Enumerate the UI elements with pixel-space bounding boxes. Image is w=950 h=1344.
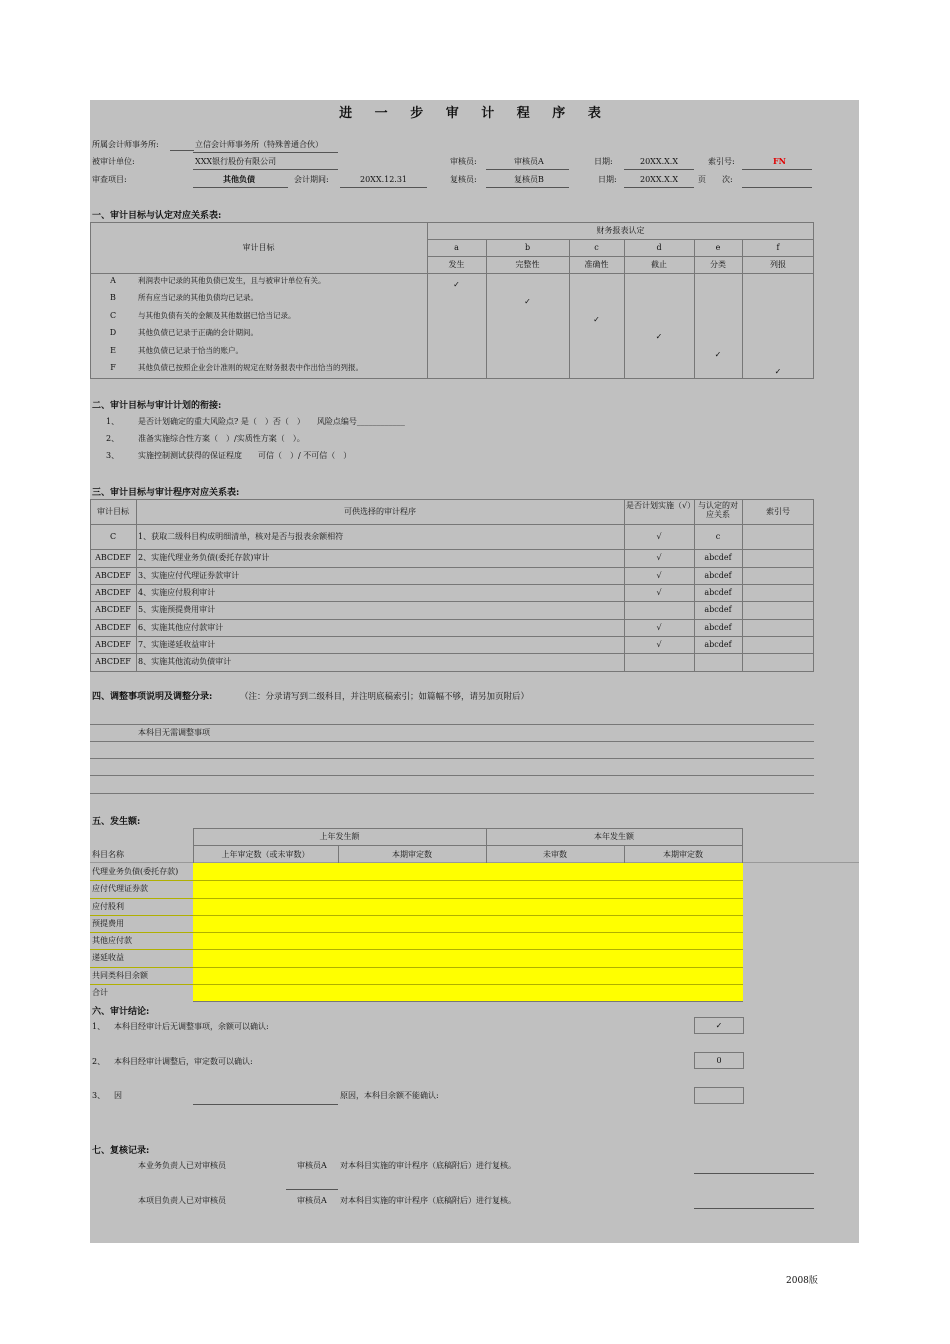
proc-goal: ABCDEF xyxy=(95,622,131,632)
audit-sheet xyxy=(90,100,859,1243)
conclusion-text2: 原因，本科目余额不能确认: xyxy=(340,1091,439,1100)
section6-heading: 六、审计结论: xyxy=(92,1007,150,1017)
col-prev-current: 本期审定数 xyxy=(392,850,432,859)
proc-assert: abcdef xyxy=(704,570,732,580)
conclusion-text: 本科目经审计后无调整事项，余额可以确认: xyxy=(114,1022,269,1031)
index-label: 索引号: xyxy=(708,157,735,166)
plan-item-no: 2、 xyxy=(106,434,120,443)
proc-assert: abcdef xyxy=(704,588,732,598)
assertion-letter: b xyxy=(524,243,531,252)
conclusion-box[interactable]: 0 xyxy=(694,1052,744,1069)
reviewer2-label: 复核员: xyxy=(450,175,477,184)
goal-text: 其他负债已记录于恰当的账户。 xyxy=(138,345,243,355)
item-label: 审查项目: xyxy=(92,175,127,184)
proc-text: 6、实施其他应付款审计 xyxy=(138,622,224,632)
reason-field[interactable] xyxy=(193,1104,338,1105)
plan-item-text: 准备实施综合性方案（ ）/实质性方案（ ）。 xyxy=(138,434,305,443)
proc-assert: abcdef xyxy=(704,605,732,615)
proc-plan[interactable]: √ xyxy=(656,532,662,541)
col-unaudited: 未审数 xyxy=(543,850,567,859)
account-name: 应付股利 xyxy=(92,901,124,911)
assertion-name: 截止 xyxy=(651,260,667,269)
proc-plan[interactable]: √ xyxy=(656,570,662,580)
section7-heading: 七、复核记录: xyxy=(92,1146,150,1156)
proc-text: 4、实施应付股利审计 xyxy=(138,588,216,598)
conclusion-no: 2、 xyxy=(92,1057,106,1066)
period-label: 会计期间: xyxy=(294,175,329,184)
review-who: 审核员A xyxy=(297,1161,327,1170)
proc-text: 2、实施代理业务负债(委托存款)审计 xyxy=(138,553,270,563)
review-tail: 对本科目实施的审计程序（底稿附后）进行复核。 xyxy=(340,1196,516,1205)
page-label: 页 次: xyxy=(698,175,733,184)
assertion-letter: c xyxy=(594,243,599,252)
s3-goal-header: 审计目标 xyxy=(97,507,129,516)
review-who: 审核员A xyxy=(297,1196,327,1205)
account-name: 其他应付款 xyxy=(92,936,132,945)
goal-text: 其他负债已记录于正确的会计期间。 xyxy=(138,328,258,338)
col-prev-audited: 上年审定数（或未审数） xyxy=(221,850,310,859)
date2-label: 日期: xyxy=(598,175,617,184)
s3-proc-header: 可供选择的审计程序 xyxy=(344,507,416,516)
check-mark: ✓ xyxy=(524,297,531,307)
assertion-name: 发生 xyxy=(448,260,465,269)
proc-assert: abcdef xyxy=(704,553,732,563)
date2-value: 20XX.X.X xyxy=(640,175,679,184)
proc-plan[interactable]: √ xyxy=(656,639,662,649)
proc-goal: ABCDEF xyxy=(95,605,131,615)
date1-label: 日期: xyxy=(594,157,613,166)
goal-text: 其他负债已按照企业会计准则的规定在财务报表中作出恰当的列报。 xyxy=(138,363,363,372)
conclusion-box[interactable] xyxy=(694,1087,744,1104)
account-name: 预提费用 xyxy=(92,918,124,928)
proc-goal: ABCDEF xyxy=(95,553,131,563)
s3-index-header: 索引号 xyxy=(766,507,790,516)
check-mark: ✓ xyxy=(593,314,600,324)
review-tail: 对本科目实施的审计程序（底稿附后）进行复核。 xyxy=(340,1161,516,1170)
section4-note: （注：分录请写到二级科目，并注明底稿索引；如篇幅不够，请另加页附后） xyxy=(240,692,530,702)
account-name: 代理业务负债(委托存款) xyxy=(92,867,179,876)
proc-assert: abcdef xyxy=(704,622,732,632)
proc-text: 1、获取二级科目构成明细清单，核对是否与报表余额相符 xyxy=(138,532,344,541)
item-value: 其他负债 xyxy=(223,174,255,184)
assertion-name: 准确性 xyxy=(584,260,609,269)
plan-item-text: 实施控制测试获得的保证程度 可信（ ）/ 不可信（ ） xyxy=(138,451,352,460)
proc-plan[interactable]: √ xyxy=(656,622,662,632)
curr-year-header: 本年发生额 xyxy=(594,832,634,841)
conclusion-text: 本科目经审计调整后，审定数可以确认: xyxy=(114,1057,253,1066)
s3-plan-header: 是否计划实施（√） xyxy=(626,501,696,510)
proc-goal: ABCDEF xyxy=(95,657,131,667)
reviewer1-value: 审核员A xyxy=(514,157,544,166)
goal-header: 审计目标 xyxy=(242,243,275,252)
plan-item-text: 是否计划确定的重大风险点? 是（ ）否（ ） 风险点编号____________ xyxy=(138,417,405,426)
proc-goal: ABCDEF xyxy=(95,639,131,649)
proc-text: 7、实施递延收益审计 xyxy=(138,639,216,649)
firm-label: 所属会计师事务所: xyxy=(92,140,159,149)
goal-code: B xyxy=(110,293,116,303)
conclusion-box[interactable]: ✓ xyxy=(694,1017,744,1034)
check-mark: ✓ xyxy=(453,280,460,289)
goal-code: D xyxy=(109,328,117,338)
reviewer1-label: 审核员: xyxy=(450,157,477,166)
proc-goal: ABCDEF xyxy=(95,588,131,598)
goal-text: 与其他负债有关的金额及其他数据已恰当记录。 xyxy=(138,310,296,320)
review-signature[interactable] xyxy=(694,1208,814,1209)
period-value: 20XX.12.31 xyxy=(360,175,408,184)
client-label: 被审计单位: xyxy=(92,157,135,166)
assertion-name: 列报 xyxy=(770,260,786,269)
section1-heading: 一、审计目标与认定对应关系表: xyxy=(92,211,222,221)
col-curr-audited: 本期审定数 xyxy=(663,850,703,859)
proc-plan[interactable]: √ xyxy=(656,588,662,598)
account-name: 共同类科目余额 xyxy=(92,970,148,980)
s3-assert-header: 与认定的对应关系 xyxy=(698,501,738,519)
client-value: XXX银行股份有限公司 xyxy=(195,157,277,166)
section4-line1: 本科目无需调整事项 xyxy=(138,728,210,737)
prev-year-header: 上年发生额 xyxy=(319,832,360,841)
col-name-header: 科目名称 xyxy=(92,850,124,859)
section3-heading: 三、审计目标与审计程序对应关系表: xyxy=(92,488,240,498)
plan-item-no: 1、 xyxy=(106,417,120,426)
assertion-letter: d xyxy=(656,243,662,252)
proc-text: 5、实施预提费用审计 xyxy=(138,605,216,615)
assertion-name: 分类 xyxy=(710,260,726,269)
assertion-letter: e xyxy=(715,243,721,252)
goal-code: E xyxy=(110,345,116,355)
check-mark: ✓ xyxy=(774,367,782,376)
page-title: 进 一 步 审 计 程 序 表 xyxy=(339,106,610,121)
account-name: 应付代理证券款 xyxy=(92,884,148,894)
proc-plan[interactable]: √ xyxy=(656,553,662,563)
proc-goal: ABCDEF xyxy=(95,570,131,580)
proc-text: 3、实施应付代理证券款审计 xyxy=(138,570,240,580)
check-mark: ✓ xyxy=(655,332,663,342)
goal-text: 所有应当记录的其他负债均已记录。 xyxy=(138,293,258,303)
account-name: 合计 xyxy=(92,987,108,997)
account-name: 递延收益 xyxy=(92,953,124,963)
proc-goal: C xyxy=(109,532,117,541)
section2-heading: 二、审计目标与审计计划的衔接: xyxy=(92,401,222,411)
fs-header: 财务报表认定 xyxy=(596,226,645,235)
goal-text: 利润表中记录的其他负债已发生，且与被审计单位有关。 xyxy=(138,276,326,285)
conclusion-no: 3、 xyxy=(92,1091,106,1100)
assertion-letter: f xyxy=(776,243,780,252)
date1-value: 20XX.X.X xyxy=(640,157,679,166)
firm-value: 立信会计师事务所（特殊普通合伙） xyxy=(195,140,323,149)
check-mark: ✓ xyxy=(714,349,722,359)
goal-code: C xyxy=(109,310,117,320)
reviewer2-value: 复核员B xyxy=(514,175,544,184)
proc-text: 8、实施其他流动负债审计 xyxy=(138,657,232,667)
section4-heading: 四、调整事项说明及调整分录: xyxy=(92,692,213,702)
proc-assert: abcdef xyxy=(704,639,732,649)
section5-heading: 五、发生额: xyxy=(92,817,141,827)
conclusion-text: 因 xyxy=(114,1091,122,1100)
review-text: 本项目负责人已对审核员 xyxy=(138,1196,226,1205)
review-signature[interactable] xyxy=(694,1173,814,1174)
goal-code: A xyxy=(110,276,116,285)
plan-item-no: 3、 xyxy=(106,451,120,460)
version-footer: 2008版 xyxy=(786,1276,818,1286)
proc-assert: c xyxy=(715,532,721,541)
assertion-letter: a xyxy=(454,243,459,252)
conclusion-no: 1、 xyxy=(92,1022,106,1031)
review-text: 本业务负责人已对审核员 xyxy=(138,1161,226,1170)
index-value: FN xyxy=(773,156,786,166)
goal-code: F xyxy=(110,363,116,372)
assertion-name: 完整性 xyxy=(515,260,540,269)
